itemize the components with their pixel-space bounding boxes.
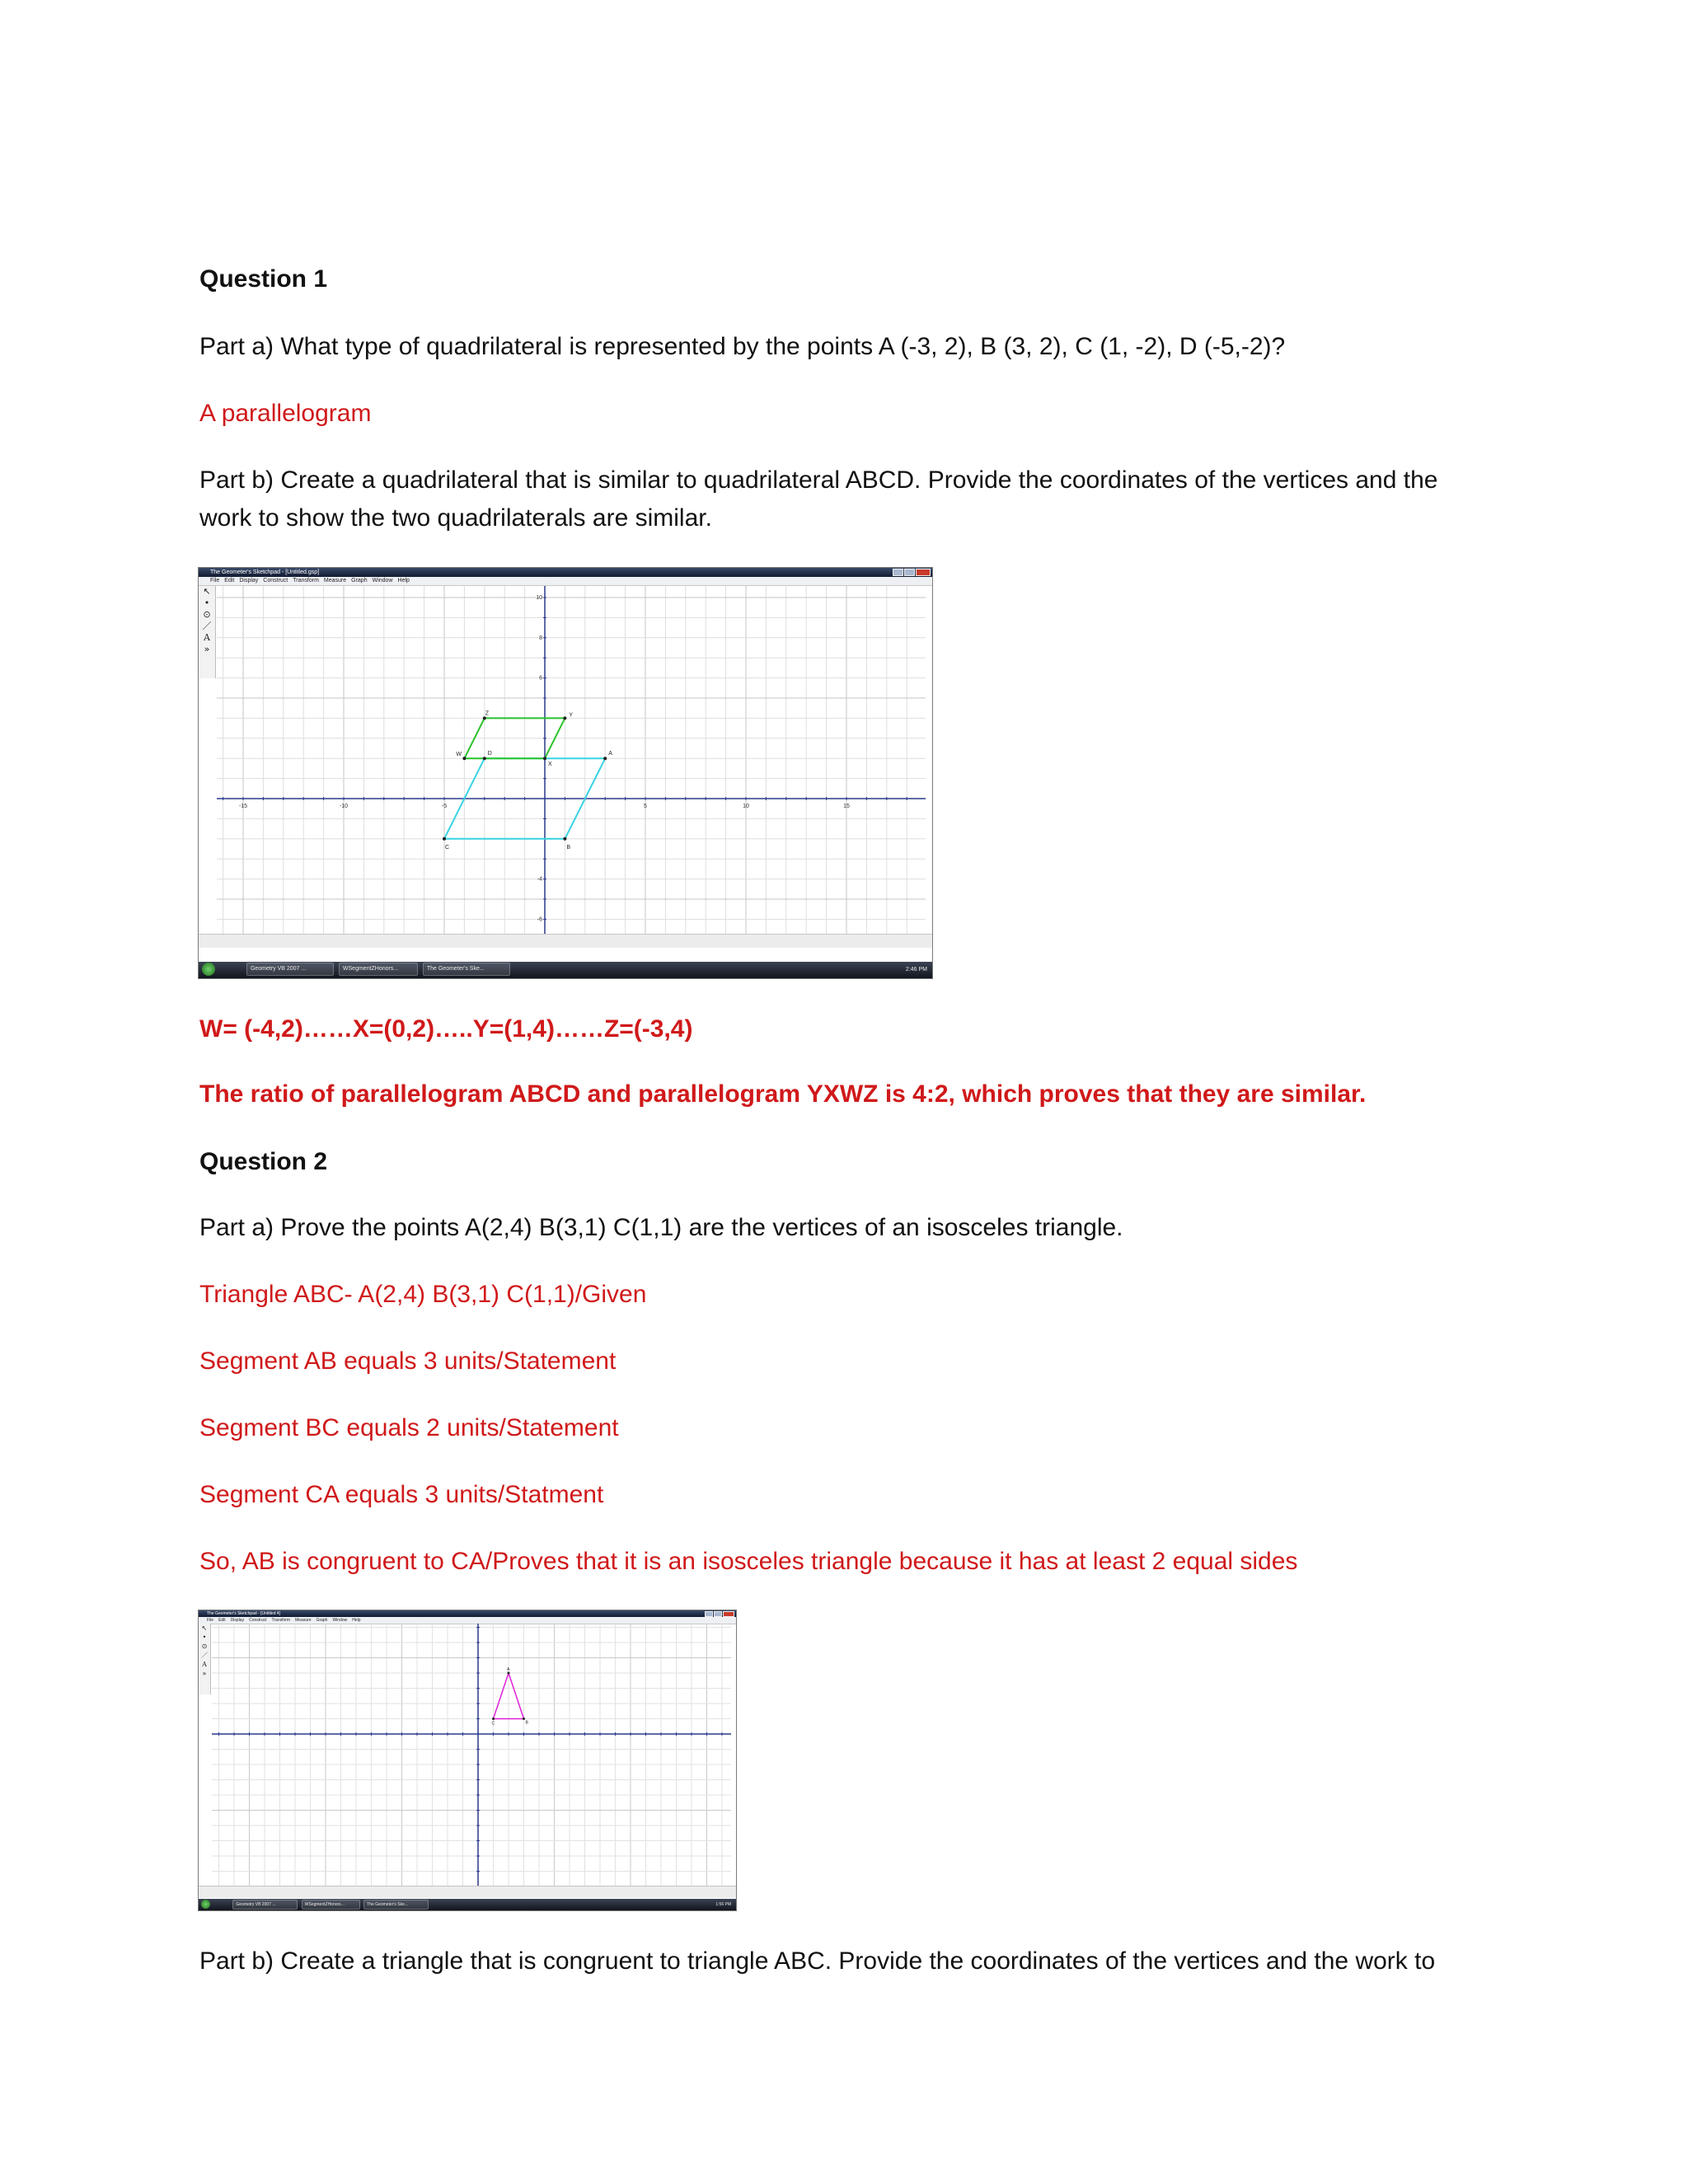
- question-1-ratio-answer: The ratio of parallelogram ABCD and parallelogram YXWZ is 4:2, which proves that they are similar.: [199, 1080, 1367, 1108]
- question-1-part-b-line-1: Part b) Create a quadrilateral that is similar to quadrilateral ABCD. Provide the coordinates of the vertices and the: [199, 466, 1438, 494]
- x-tick-label: -15: [238, 804, 248, 809]
- menu-item[interactable]: Window: [372, 578, 393, 583]
- taskbar: [199, 1899, 736, 1910]
- vertex-point: [543, 757, 546, 760]
- taskbar-item: The Geometer's Ske...: [423, 963, 510, 976]
- menu-item[interactable]: Graph: [316, 1618, 328, 1623]
- y-tick-label: 10: [536, 595, 542, 601]
- menu-item[interactable]: Measure: [323, 578, 347, 583]
- window-titlebar: [199, 568, 932, 577]
- close-icon: [723, 1611, 734, 1617]
- custom-tool-icon: »: [204, 644, 210, 654]
- vertex-label: Z: [485, 710, 490, 717]
- menu-item[interactable]: Measure: [295, 1618, 312, 1623]
- menu-item[interactable]: Transform: [271, 1618, 291, 1623]
- window-title: The Geometer's Sketchpad - [Untitled.gsp]: [210, 569, 320, 575]
- status-bar: [199, 1886, 736, 1898]
- window-controls: [705, 1611, 734, 1617]
- vertex-point: [563, 837, 566, 841]
- coordinate-grid: [217, 586, 926, 934]
- taskbar-item: WSegmentZHonors...: [339, 963, 418, 976]
- question-2-part-a: Part a) Prove the points A(2,4) B(3,1) C(1,1) are the vertices of an isosceles triangle.: [199, 1214, 1123, 1241]
- compass-tool-icon: ⊙: [201, 1643, 208, 1650]
- proof-line: Segment AB equals 3 units/Statement: [199, 1347, 617, 1375]
- menu-item[interactable]: File: [207, 1618, 214, 1623]
- question-1-part-b-line-2: work to show the two quadrilaterals are similar.: [199, 504, 712, 532]
- x-tick-label: 10: [743, 804, 749, 809]
- vertex-label: A: [507, 1667, 510, 1672]
- question-1-answer-a: A parallelogram: [199, 400, 372, 427]
- menu-item[interactable]: Display: [239, 578, 259, 583]
- straightedge-tool-icon: ／: [201, 1652, 208, 1659]
- menu-item[interactable]: Edit: [218, 1618, 226, 1623]
- clock: 1:56 PM: [715, 1902, 731, 1907]
- vertex-label: B: [525, 1720, 528, 1726]
- vertex-point: [492, 1718, 495, 1720]
- custom-tool-icon: »: [202, 1670, 207, 1677]
- proof-line: Triangle ABC- A(2,4) B(3,1) C(1,1)/Given: [199, 1281, 647, 1308]
- menu-item[interactable]: Window: [332, 1618, 348, 1623]
- proof-conclusion: So, AB is congruent to CA/Proves that it is an isosceles triangle because it has at least 2 equal sides: [199, 1548, 1298, 1575]
- menu-item[interactable]: Graph: [351, 578, 368, 583]
- vertex-label: Y: [569, 712, 574, 719]
- sketchpad-screenshot-1: [198, 567, 933, 979]
- start-icon: [201, 1900, 210, 1909]
- menu-item[interactable]: Display: [230, 1618, 245, 1623]
- toolbox: [199, 586, 216, 678]
- taskbar-item: The Geometer's Ske...: [363, 1900, 429, 1910]
- vertex-point: [483, 757, 486, 760]
- maximize-icon: [904, 569, 915, 576]
- menu-item[interactable]: Help: [352, 1618, 361, 1623]
- vertex-label: W: [456, 752, 462, 758]
- menu-item[interactable]: Construct: [263, 578, 288, 583]
- arrow-tool-icon: ↖: [201, 1624, 208, 1632]
- straightedge-tool-icon: ／: [202, 621, 212, 631]
- vertex-label: B: [566, 844, 571, 851]
- taskbar-item: Geometry VB 2007 ...: [246, 963, 334, 976]
- clock: 2:46 PM: [905, 967, 927, 972]
- vertex-label: A: [608, 751, 612, 757]
- proof-line: Segment BC equals 2 units/Statement: [199, 1414, 619, 1441]
- toolbox: [199, 1624, 211, 1694]
- y-tick-label: -4: [537, 876, 542, 883]
- x-tick-label: -10: [339, 804, 349, 809]
- vertex-label: X: [548, 762, 552, 768]
- vertex-point: [462, 757, 466, 760]
- text-tool-icon: A: [202, 1661, 207, 1668]
- vertex-point: [483, 716, 486, 719]
- status-bar: [199, 934, 932, 948]
- window-title: The Geometer's Sketchpad - [Untitled 4]: [207, 1611, 281, 1616]
- question-2-part-b: Part b) Create a triangle that is congruent to triangle ABC. Provide the coordinates of the vertices and the work to: [199, 1947, 1436, 1975]
- vertex-point: [443, 837, 446, 841]
- x-tick-label: -5: [441, 804, 448, 809]
- arrow-tool-icon: ↖: [203, 586, 211, 597]
- menu-item[interactable]: Edit: [224, 578, 235, 583]
- window-controls: [893, 569, 931, 576]
- text-tool-icon: A: [204, 632, 210, 643]
- point-tool-icon: •: [204, 598, 210, 608]
- maximize-icon: [714, 1611, 722, 1617]
- question-1-coordinates-answer: W= (-4,2)……X=(0,2)…..Y=(1,4)……Z=(-3,4): [199, 1015, 693, 1043]
- start-icon: [202, 963, 215, 976]
- y-tick-label: 8: [539, 635, 542, 641]
- x-tick-label: 5: [644, 804, 647, 809]
- x-tick-label: 15: [843, 804, 850, 809]
- taskbar-item: Geometry VB 2007 ...: [232, 1900, 298, 1910]
- question-2-heading: Question 2: [199, 1148, 328, 1175]
- question-1-part-a: Part a) What type of quadrilateral is represented by the points A (-3, 2), B (3, 2), C (1, -2), D (-5,-2)?: [199, 333, 1286, 360]
- vertex-point: [563, 716, 566, 719]
- vertex-point: [603, 757, 607, 760]
- sketchpad-screenshot-2: [198, 1610, 737, 1911]
- coordinate-grid: [212, 1624, 731, 1886]
- taskbar-item: WSegmentZHonors...: [302, 1900, 360, 1910]
- vertex-label: C: [445, 844, 450, 851]
- close-icon: [916, 569, 931, 576]
- vertex-label: C: [491, 1721, 495, 1727]
- vertex-label: D: [487, 751, 492, 757]
- proof-line: Segment CA equals 3 units/Statment: [199, 1481, 604, 1508]
- menu-item[interactable]: File: [210, 578, 220, 583]
- taskbar: [199, 962, 932, 978]
- menu-item[interactable]: Transform: [293, 578, 319, 583]
- window-titlebar: [199, 1610, 736, 1617]
- point-tool-icon: •: [202, 1633, 207, 1641]
- minimize-icon: [705, 1611, 713, 1617]
- menu-bar: [199, 577, 932, 586]
- minimize-icon: [893, 569, 903, 576]
- question-1-heading: Question 1: [199, 265, 328, 293]
- compass-tool-icon: ⊙: [203, 609, 211, 620]
- y-tick-label: 6: [539, 675, 542, 682]
- menu-item[interactable]: Help: [397, 578, 410, 583]
- menu-item[interactable]: Construct: [249, 1618, 267, 1623]
- y-tick-label: -6: [537, 916, 542, 923]
